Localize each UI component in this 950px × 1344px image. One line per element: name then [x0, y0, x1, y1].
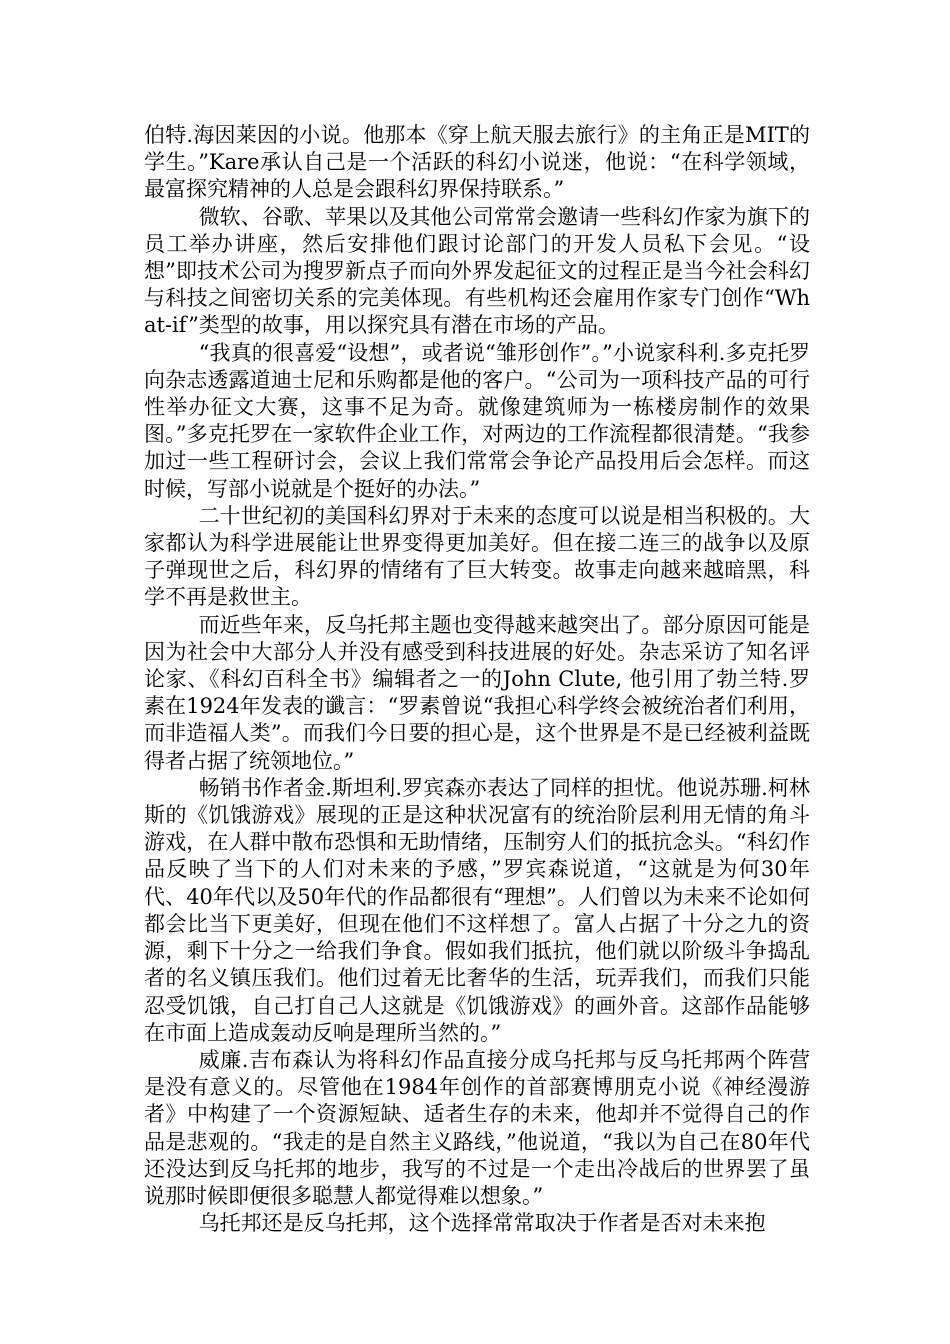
paragraph-gibson: 威廉.吉布森认为将科幻作品直接分成乌托邦与反乌托邦两个阵营是没有意义的。尽管他在1984年创作的首部赛博朋克小说《神经漫游者》中构建了一个资源短缺、适者生存的未来，他却并不觉得自己的作品是悲观的。“我走的是自然主义路线，”他说道，“我以为自己在80年代还没达到反乌托邦的地步，我写的不过是一个走出冷战后的世界罢了虽说那时候即便很多聪慧人都觉得难以想象。”: [144, 1047, 810, 1208]
paragraph-doctorow-quote: “我真的很喜爱“设想”，或者说“雏形创作”。”小说家科利.多克托罗向杂志透露道迪士尼和乐购都是他的客户。“公司为一项科技产品的可行性举办征文大赛，这事不足为奇。就像建筑师为一栋楼房制作的效果图。”多克托罗在一家软件企业工作，对两边的工作流程都很清楚。“我参加过一些工程研讨会，会议上我们常常会争论产品投用后会怎样。而这时候，写部小说就是个挺好的办法。”: [144, 340, 810, 501]
paragraph-tech-companies: 微软、谷歌、苹果以及其他公司常常会邀请一些科幻作家为旗下的员工举办讲座，然后安排他们跟讨论部门的开发人员私下会见。“设想”即技术公司为搜罗新点子而向外界发起征文的过程正是当今社会科幻与科技之间密切关系的完美体现。有些机构还会雇用作家专门创作“What-if”类型的故事，用以探究具有潜在市场的产品。: [144, 204, 810, 338]
paragraph-dystopia-trend: 而近些年来，反乌托邦主题也变得越来越突出了。部分原因可能是因为社会中大部分人并没有感受到科技进展的好处。杂志采访了知名评论家、《科幻百科全书》编辑者之一的John Clute, 他引用了勃兰特.罗素在1924年发表的谶言：“罗素曾说“我担心科学终会被统治者们利用，而非造福人类”。而我们今日要的担心是，这个世界是不是已经被利益既得者占据了统领地位。”: [144, 612, 810, 773]
paragraph-utopia-choice: 乌托邦还是反乌托邦，这个选择常常取决于作者是否对未来抱: [198, 1211, 766, 1236]
paragraph-robinson: 畅销书作者金.斯坦利.罗宾森亦表达了同样的担忧。他说苏珊.柯林斯的《饥饿游戏》展现的正是这种状况富有的统治阶层利用无情的角斗游戏，在人群中散布恐惧和无助情绪，压制穷人们的抵抗念头。“科幻作品反映了当下的人们对未来的予感，”罗宾森说道，“这就是为何30年代、40年代以及50年代的作品都很有“理想”。人们曾以为未来不论如何都会比当下更美好，但现在他们不这样想了。富人占据了十分之九的资源，剩下十分之一给我们争食。假如我们抵抗，他们就以阶级斗争捣乱者的名义镇压我们。他们过着无比奢华的生活，玩弄我们，而我们只能忍受饥饿，自己打自己人这就是《饥饿游戏》的画外音。这部作品能够在市面上造成轰动反响是理所当然的。”: [144, 775, 810, 1045]
paragraph-continuation: 伯特.海因莱因的小说。他那本《穿上航天服去旅行》的主角正是MIT的学生。”Kare承认自己是一个活跃的科幻小说迷，他说：“在科学领域，最富探究精神的人总是会跟科幻界保持联系。”: [144, 123, 810, 202]
paragraph-early-20th-century: 二十世纪初的美国科幻界对于未来的态度可以说是相当积极的。大家都认为科学进展能让世界变得更加美好。但在接二连三的战争以及原子弹现世之后，科幻界的情绪有了巨大转变。故事走向越来越暗黑，科学不再是救世主。: [144, 503, 810, 610]
document-page: [144, 122, 810, 1237]
